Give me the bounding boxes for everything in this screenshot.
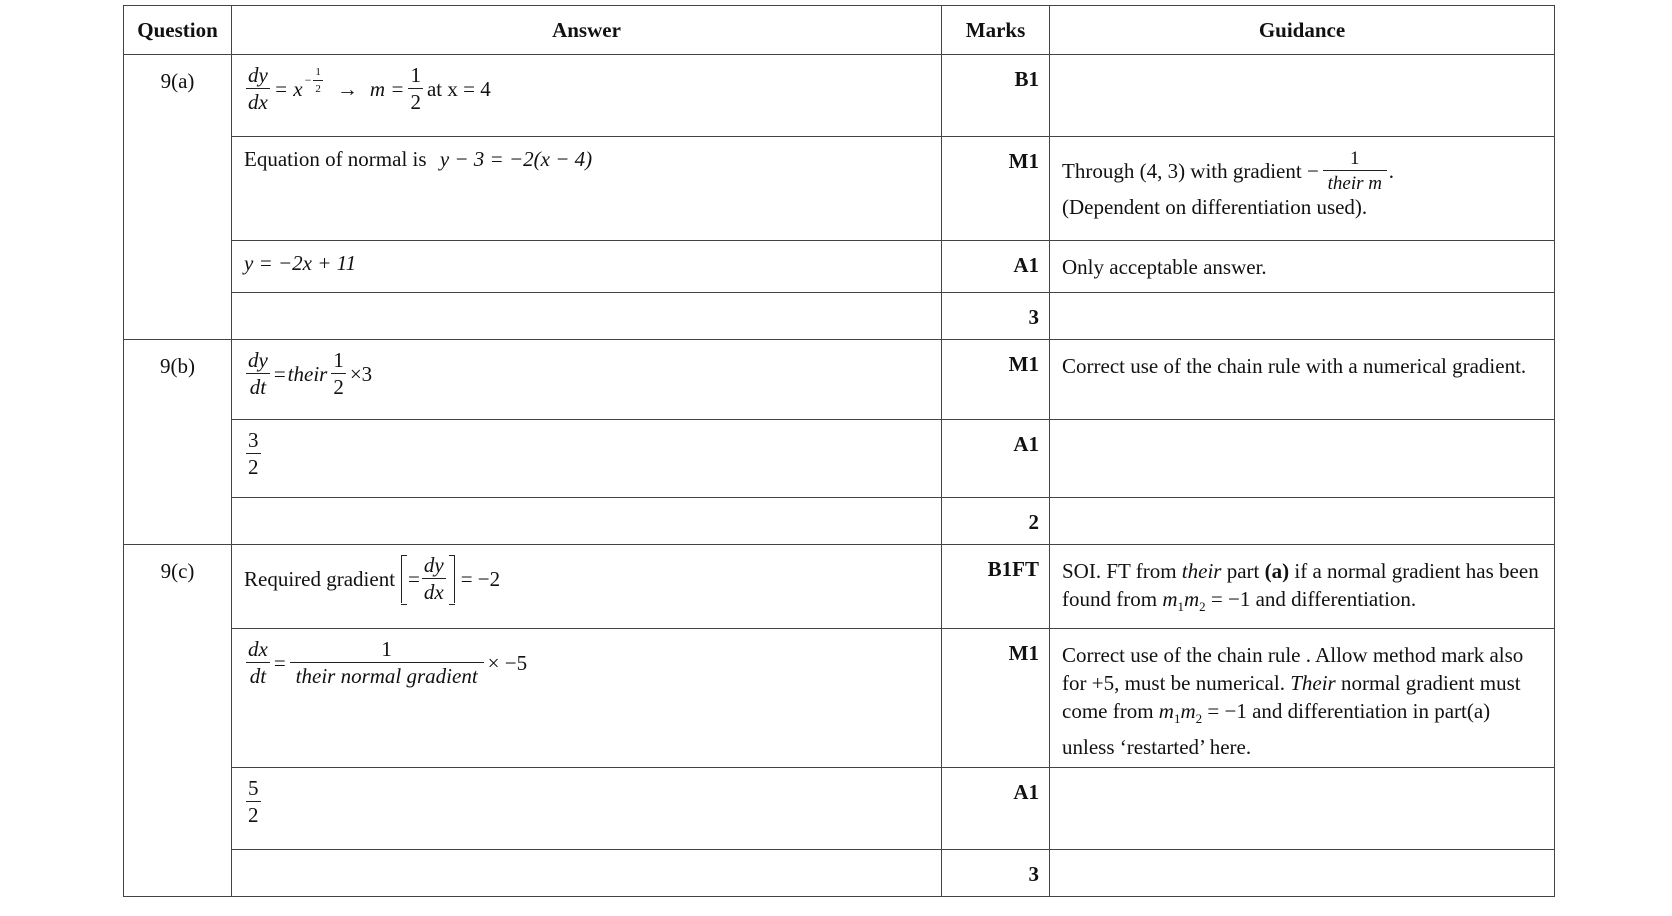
mark-cell: B1 <box>942 55 1050 137</box>
guidance-cell <box>1050 768 1555 850</box>
guidance-cell <box>1050 55 1555 137</box>
answer-cell: $\frac{dx}{dt}$ = $\frac{1}{\text{their normal gradient}}$ × −5 <box>232 629 942 768</box>
mark-cell: M1 <box>942 137 1050 241</box>
question-label: 9(a) <box>124 55 232 340</box>
answer-cell <box>232 55 942 137</box>
question-label: 9(c) <box>124 545 232 897</box>
guidance-cell <box>1050 420 1555 498</box>
guidance-cell: Correct use of the chain rule . Allow method mark also for +5, must be numerical. Their normal gradient must come from $m_1m_2 = -1$ and differentiation in part(a) unless ‘restarted’ here. <box>1050 629 1555 768</box>
mark-cell: M1 <box>942 340 1050 420</box>
question-label: 9(b) <box>124 340 232 545</box>
header-answer: Answer <box>232 6 942 55</box>
table-row <box>124 768 1555 850</box>
guidance-cell: Through (4, 3) with gradient − $\frac{1}{\text{their m}}$ . (Dependent on differentiation used). <box>1050 137 1555 241</box>
guidance-cell: Only acceptable answer. <box>1050 241 1555 293</box>
total-row <box>124 498 1555 545</box>
header-row <box>124 6 1555 55</box>
answer-cell: $\frac{3}{2}$ <box>232 420 942 498</box>
derivative-expression: $\frac{dy}{dx}$ = x $^{- \frac{1}{2}}$ → m = $\frac{1}{2}$ at x = 4 <box>248 63 491 114</box>
guidance-cell: SOI. FT from their part (a) if a normal gradient has been found from $m_1m_2 = -1$ and differentiation. <box>1050 545 1555 629</box>
table-row <box>124 420 1555 498</box>
table-row <box>124 629 1555 768</box>
table-row <box>124 55 1555 137</box>
answer-cell: $\frac{dy}{dt}$ = their $\frac{1}{2}$ ×3 <box>232 340 942 420</box>
mark-cell: A1 <box>942 420 1050 498</box>
mark-cell: A1 <box>942 241 1050 293</box>
total-row <box>124 850 1555 897</box>
header-question: Question <box>124 6 232 55</box>
answer-cell: $\frac{5}{2}$ <box>232 768 942 850</box>
total-mark: 2 <box>942 498 1050 545</box>
mark-cell: M1 <box>942 629 1050 768</box>
mark-scheme-table <box>123 5 1555 897</box>
answer-cell: Equation of normal is y − 3 = −2(x − 4) <box>232 137 942 241</box>
mark-cell: A1 <box>942 768 1050 850</box>
guidance-cell: Correct use of the chain rule with a numerical gradient. <box>1050 340 1555 420</box>
mark-cell: B1FT <box>942 545 1050 629</box>
table-row <box>124 137 1555 241</box>
table-row <box>124 340 1555 420</box>
table-row <box>124 545 1555 629</box>
answer-cell: y = −2x + 11 <box>232 241 942 293</box>
answer-cell: Required gradient = $\frac{dy}{dx}$ = −2 <box>232 545 942 629</box>
total-row <box>124 293 1555 340</box>
table-row <box>124 241 1555 293</box>
bracket: = $\frac{dy}{dx}$ <box>401 555 455 603</box>
header-marks: Marks <box>942 6 1050 55</box>
header-guidance: Guidance <box>1050 6 1555 55</box>
total-mark: 3 <box>942 293 1050 340</box>
total-mark: 3 <box>942 850 1050 897</box>
